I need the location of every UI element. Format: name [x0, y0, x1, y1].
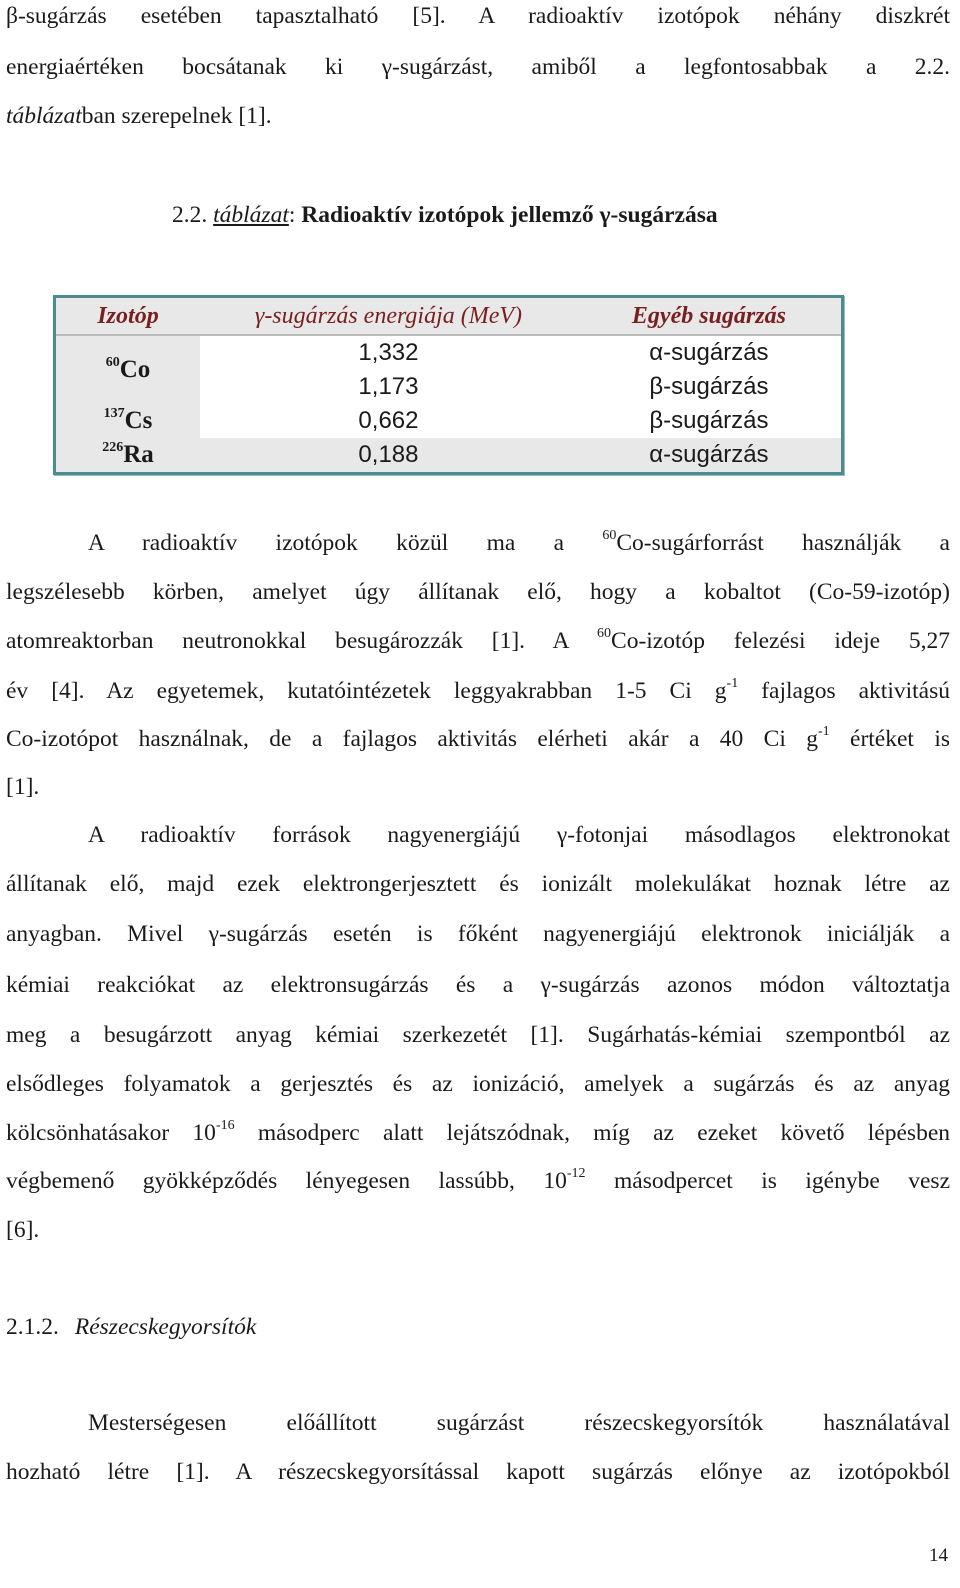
- other-radiation-cell: α-sugárzás: [577, 335, 843, 370]
- other-radiation-cell: β-sugárzás: [577, 370, 843, 404]
- text-line: kémiai reakciókat az elektronsugárzás és a γ-sugárzás azonos módon változtatja: [6, 972, 950, 998]
- superscript: 60: [602, 528, 617, 544]
- table-row: [55, 438, 843, 474]
- isotope-cell: [55, 335, 201, 404]
- text-fragment: kölcsönhatásakor 10: [6, 1120, 216, 1146]
- superscript: 60: [597, 626, 612, 642]
- caption-number: 2.2.: [172, 202, 214, 228]
- mass-number: 137: [103, 405, 125, 421]
- isotope-cell: [55, 438, 201, 474]
- text-line: [6, 528, 950, 558]
- other-radiation-cell: β-sugárzás: [577, 404, 843, 438]
- text-line: [6, 1118, 950, 1148]
- mass-number: 226: [102, 439, 124, 455]
- text-line: [6, 676, 950, 706]
- mass-number: 60: [105, 354, 120, 370]
- text-line: [1].: [6, 774, 40, 800]
- text-fragment: ban szerepelnek [1].: [81, 103, 272, 129]
- text-line: elsődleges folyamatok a gerjesztés és az ionizáció, amelyek a sugárzás és az anyag: [6, 1071, 950, 1097]
- text-line: [6, 724, 950, 754]
- text-line: [6, 1408, 950, 1438]
- energy-cell: 1,332: [200, 335, 577, 370]
- header-energy: γ-sugárzás energiája (MeV): [200, 297, 577, 336]
- superscript: -12: [566, 1166, 586, 1182]
- table-row: [55, 404, 843, 438]
- text-fragment: Co-izotópot használnak, de a fajlagos aktivitás elérheti akár a 40 Ci g: [6, 726, 818, 752]
- text-fragment: végbemenő gyökképződés lényegesen lassúbb, 10: [6, 1168, 567, 1194]
- caption-colon: :: [288, 202, 302, 228]
- energy-cell: 0,662: [200, 404, 577, 438]
- text-line: β-sugárzás esetében tapasztalható [5]. A radioaktív izotópok néhány diszkrét: [6, 3, 950, 29]
- isotope-table: [53, 295, 844, 475]
- header-other: Egyéb sugárzás: [577, 297, 843, 336]
- page-number: 14: [929, 1545, 948, 1566]
- section-title: Részecskegyorsítók: [74, 1314, 257, 1340]
- text-line: [6, 101, 950, 131]
- table-header-row: [55, 297, 843, 336]
- superscript: -1: [726, 676, 739, 692]
- text-fragment: A radioaktív izotópok közül ma a: [88, 530, 603, 556]
- superscript: -16: [215, 1118, 235, 1134]
- text-line: állítanak elő, majd ezek elektrongerjesztett és ionizált molekulákat hoznak létre az: [6, 871, 950, 897]
- energy-cell: 0,188: [200, 438, 577, 474]
- text-line: hozható létre [1]. A részecskegyorsítással kapott sugárzás előnye az izotópokból: [6, 1459, 950, 1485]
- text-line: [6, 1166, 950, 1196]
- text-fragment: év [4]. Az egyetemek, kutatóintézetek leggyakrabban 1-5 Ci g: [6, 678, 727, 704]
- section-number: 2.1.2.: [6, 1314, 59, 1340]
- table-caption: [172, 200, 718, 230]
- text-fragment: atomreaktorban neutronokkal besugározzák [1]. A: [6, 628, 598, 654]
- text-fragment: másodperc alatt lejátszódnak, míg az ezeket követő lépésben: [234, 1120, 950, 1146]
- text-fragment: A radioaktív források nagyenergiájú γ-fotonjai másodlagos elektronokat: [88, 822, 950, 848]
- superscript: -1: [817, 724, 830, 740]
- text-fragment: Mesterségesen előállított sugárzást részecskegyorsítók használatával: [88, 1410, 950, 1436]
- text-fragment: értéket is: [829, 726, 950, 752]
- energy-cell: 1,173: [200, 370, 577, 404]
- table-row: [55, 335, 843, 370]
- section-heading: [6, 1312, 256, 1342]
- element-symbol: Ra: [123, 441, 154, 468]
- text-fragment: Co-sugárforrást használják a: [616, 530, 950, 556]
- header-isotope: Izotóp: [55, 297, 201, 336]
- text-line: energiaértéken bocsátanak ki γ-sugárzást, amiből a legfontosabbak a 2.2.: [6, 54, 950, 80]
- table-reference: táblázat: [6, 103, 82, 129]
- text-fragment: másodpercet is igénybe vesz: [585, 1168, 950, 1194]
- text-line: anyagban. Mivel γ-sugárzás esetén is főként nagyenergiájú elektronok iniciálják a: [6, 921, 950, 947]
- element-symbol: Co: [119, 356, 151, 383]
- element-symbol: Cs: [124, 407, 153, 434]
- text-fragment: Co-izotóp felezési ideje 5,27: [611, 628, 950, 654]
- caption-link[interactable]: táblázat: [213, 202, 289, 228]
- isotope-cell: [55, 404, 201, 438]
- text-line: [6].: [6, 1217, 40, 1243]
- text-line: legszélesebb körben, amelyet úgy állítanak elő, hogy a kobaltot (Co-59-izotóp): [6, 579, 950, 605]
- other-radiation-cell: α-sugárzás: [577, 438, 843, 474]
- caption-title: Radioaktív izotópok jellemző γ-sugárzása: [301, 202, 718, 228]
- text-line: meg a besugárzott anyag kémiai szerkezetét [1]. Sugárhatás-kémiai szempontból az: [6, 1022, 950, 1048]
- text-line: [6, 626, 950, 656]
- text-fragment: fajlagos aktivitású: [738, 678, 951, 704]
- text-line: [6, 820, 950, 850]
